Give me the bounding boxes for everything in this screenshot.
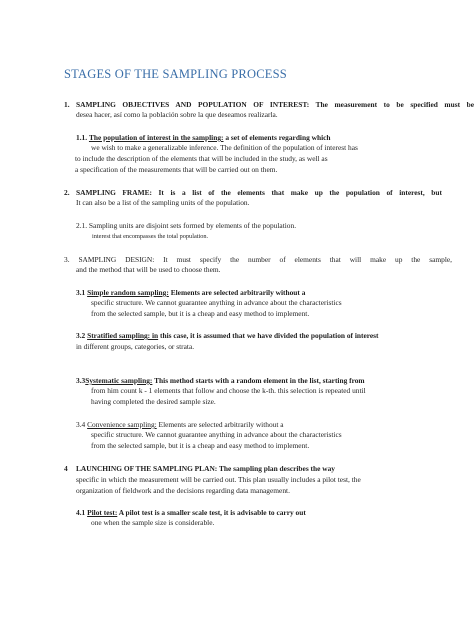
section-2-heading: SAMPLING FRAME: It is a list of the elements that make up the population of interest, but bbox=[76, 188, 442, 197]
paragraph-line: in different groups, categories, or strata. bbox=[76, 342, 195, 351]
section-2-line: It can also be a list of the sampling units of the population. bbox=[76, 198, 250, 207]
subsection-rest: Elements are selected arbitrarily without a bbox=[168, 288, 306, 297]
section-4-heading: LAUNCHING OF THE SAMPLING PLAN: The sampling plan describes the way bbox=[76, 464, 335, 473]
section-2-number: 2. bbox=[64, 188, 70, 197]
subsection-number: 1.1. bbox=[76, 133, 88, 142]
subsection-rest: A pilot test is a smaller scale test, it is advisable to carry out bbox=[117, 508, 306, 517]
paragraph-line: to include the description of the elements that will be included in the study, as well as bbox=[75, 154, 328, 163]
subsection-2-1-line: 2.1. Sampling units are disjoint sets formed by elements of the population. bbox=[76, 221, 297, 230]
subsection-number: 3.1 bbox=[76, 288, 86, 297]
subsection-term: The population of interest in the sampling: bbox=[88, 133, 224, 142]
subsection-rest: This method starts with a random element in the list, starting from bbox=[152, 376, 365, 385]
section-1-heading: SAMPLING OBJECTIVES AND POPULATION OF INTEREST: The measurement to be specified must be bbox=[76, 100, 474, 109]
section-4-number: 4 bbox=[64, 464, 68, 473]
paragraph-line: organization of fieldwork and the decisions regarding data management. bbox=[76, 486, 290, 495]
subsection-rest: this case, it is assumed that we have divided the population of interest bbox=[158, 331, 379, 340]
section-1-number: 1. bbox=[64, 100, 70, 109]
paragraph-line: a specification of the measurements that will be carried out on them. bbox=[75, 165, 278, 174]
paragraph-line: one when the sample size is considerable. bbox=[91, 518, 215, 527]
paragraph-line: from the selected sample, but it is a cheap and easy method to implement. bbox=[91, 441, 310, 450]
subsection-3-1-heading bbox=[76, 288, 305, 297]
section-1-line: desea hacer, así como la población sobre la que deseamos realizarla. bbox=[76, 110, 278, 119]
paragraph-line: specific in which the measurement will be carried out. This plan usually includes a pilot test, the bbox=[76, 475, 361, 484]
paragraph-line: from the selected sample, but it is a cheap and easy method to implement. bbox=[91, 309, 310, 318]
paragraph-line: having completed the desired sample size. bbox=[91, 397, 216, 406]
paragraph-line: we wish to make a generalizable inference. The definition of the population of interest has bbox=[91, 143, 358, 152]
subsection-3-4-heading bbox=[76, 420, 284, 429]
subsection-1-1-heading bbox=[76, 133, 331, 142]
subsection-term: Systematic sampling: bbox=[85, 376, 153, 385]
subsection-rest: a set of elements regarding which bbox=[223, 133, 331, 142]
subsection-term: Convenience sampling: bbox=[87, 420, 157, 429]
subsection-term: Pilot test: bbox=[87, 508, 118, 517]
paragraph-line: from him count k - 1 elements that follow and choose the k-th. this selection is repeated until bbox=[91, 386, 366, 395]
subsection-rest: Elements are selected arbitrarily without a bbox=[156, 420, 284, 429]
subsection-number: 4.1 bbox=[76, 508, 86, 517]
subsection-number: 3.3 bbox=[76, 376, 86, 385]
subsection-4-1-heading bbox=[76, 508, 306, 517]
subsection-term: Stratified sampling: in bbox=[87, 331, 159, 340]
section-3-heading: 3. SAMPLING DESIGN: It must specify the number of elements that will make up the sample, bbox=[64, 255, 452, 264]
subsection-number: 3.2 bbox=[76, 331, 86, 340]
subsection-term: Simple random sampling: bbox=[87, 288, 169, 297]
subsection-3-2-heading bbox=[76, 331, 379, 340]
paragraph-line: specific structure. We cannot guarantee anything in advance about the characteristics bbox=[91, 430, 342, 439]
page-title: STAGES OF THE SAMPLING PROCESS bbox=[64, 67, 287, 81]
paragraph-line: specific structure. We cannot guarantee anything in advance about the characteristics bbox=[91, 298, 342, 307]
subsection-number: 3.4 bbox=[76, 420, 86, 429]
section-3-line: and the method that will be used to choose them. bbox=[76, 265, 221, 274]
subsection-2-1-note: interest that encompasses the total population. bbox=[92, 233, 209, 240]
subsection-3-3-heading bbox=[76, 376, 365, 385]
